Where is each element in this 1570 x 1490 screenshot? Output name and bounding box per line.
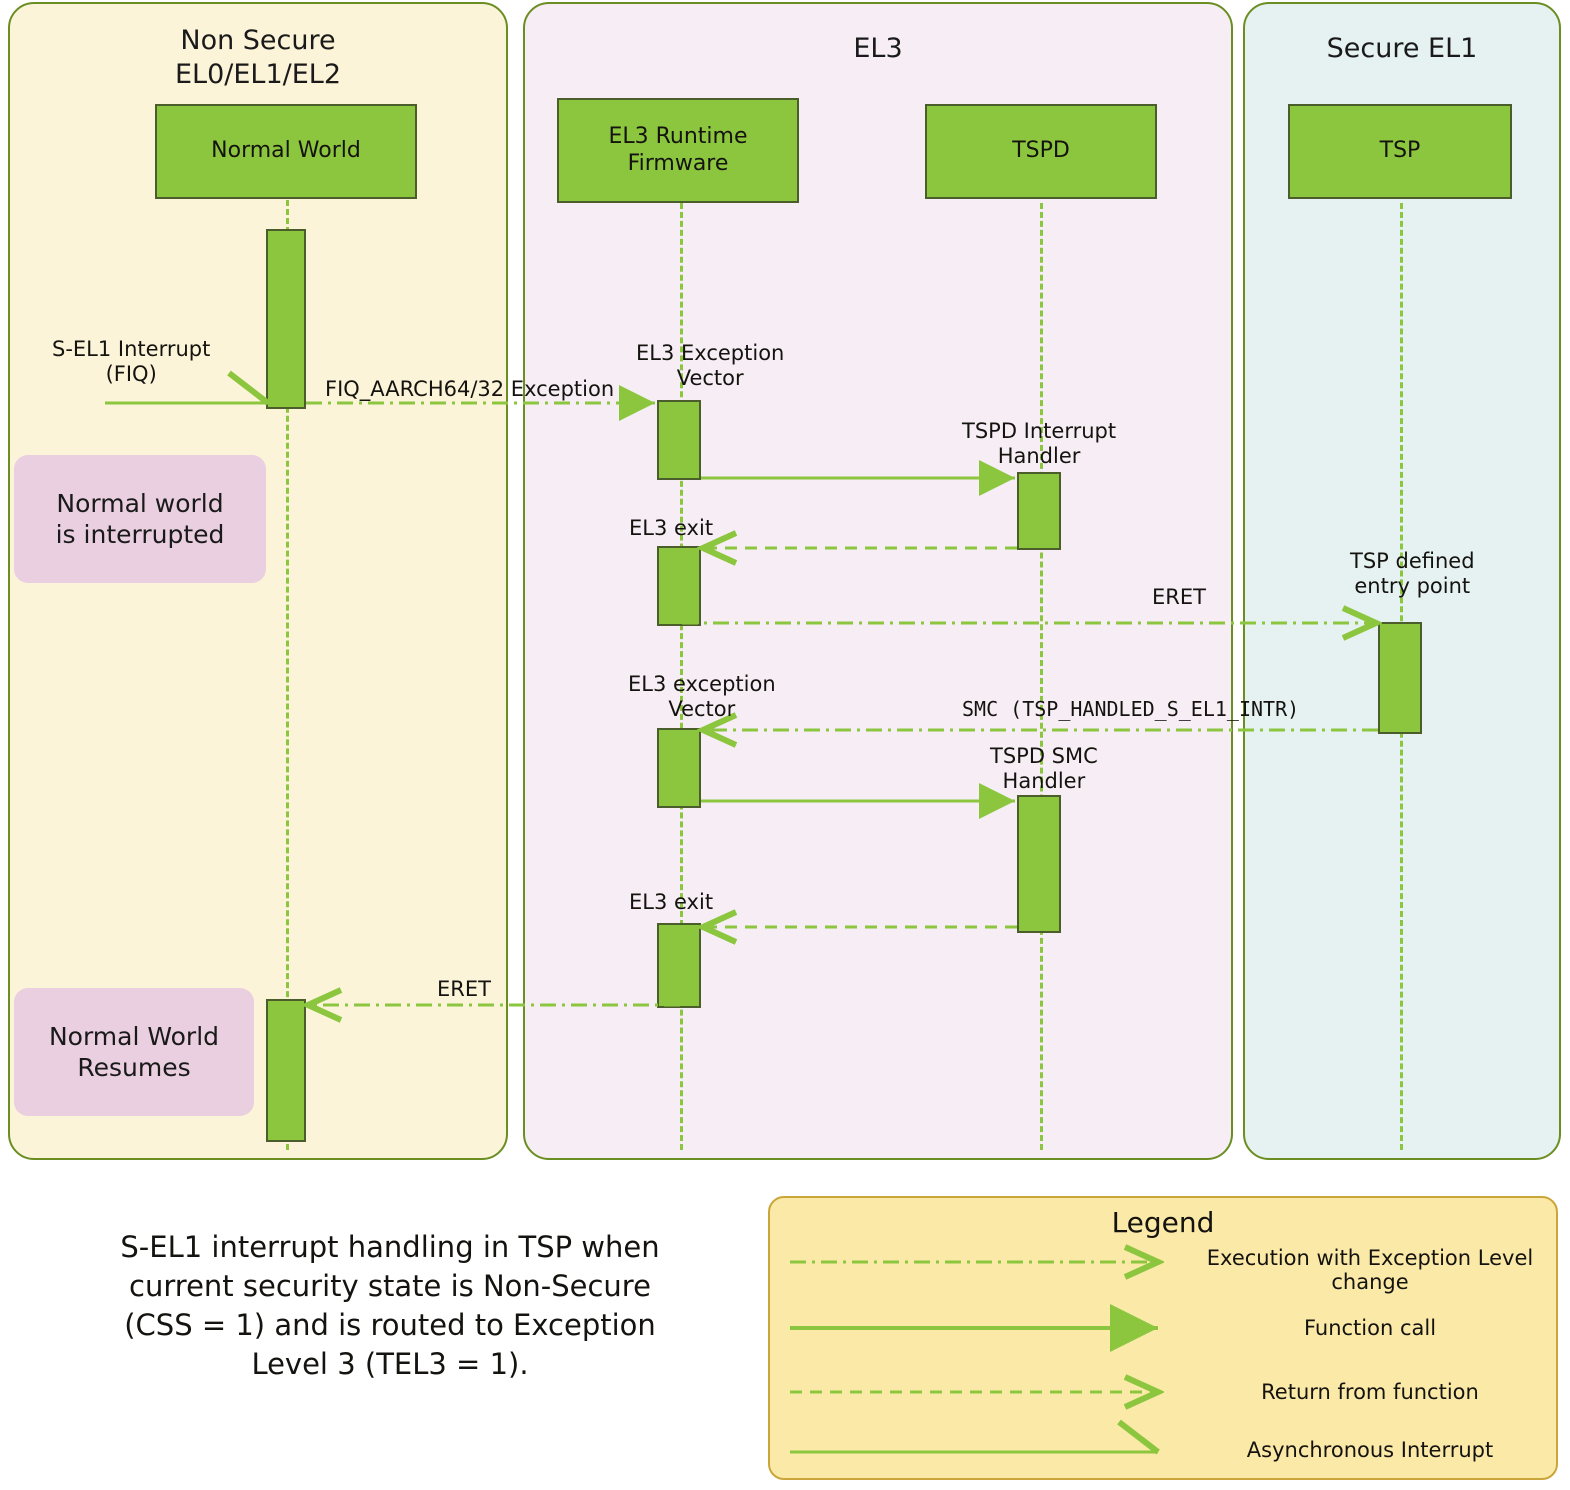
label-tspd-smc-handler-l1: TSPD SMC [990,744,1098,768]
lane-title-el3: EL3 [853,33,903,64]
legend-arrow-art [790,1242,1190,1482]
note-resumes-l2: Resumes [77,1053,191,1082]
label-tspd-interrupt-handler-l2: Handler [997,444,1081,469]
label-smc-handled: SMC (TSP_HANDLED_S_EL1_INTR) [962,697,1300,721]
diagram-caption [40,1228,740,1385]
actor-tsp [1288,104,1512,199]
actor-el3-runtime-firmware [557,98,799,203]
actor-label-el3-runtime-firmware-l1: EL3 Runtime [608,124,748,150]
label-tspd-interrupt-handler-l1: TSPD Interrupt [962,419,1117,443]
label-tsp-entry-point-l2: entry point [1354,574,1471,599]
legend-label-function-call [1190,1316,1550,1340]
label-el3-exit-1: EL3 exit [629,516,714,540]
legend-label-execution-el-change [1190,1246,1550,1294]
legend-label-0-l2: change [1331,1270,1409,1295]
actor-tspd [925,104,1157,199]
label-el3-exception-vector-2 [628,672,776,722]
label-el3-exception-vector-1-l2: Vector [676,366,744,391]
label-tsp-entry-point-l1: TSP defined [1350,549,1475,573]
activation-tsp-entry [1378,622,1422,734]
label-tsp-entry-point [1350,549,1475,599]
label-el3-exception-vector-2-l1: EL3 exception [628,672,776,696]
activation-el3-exit-1 [657,546,701,626]
lifeline-tspd [1040,203,1043,1150]
activation-normal-world-1 [266,229,306,409]
legend-label-3-l1: Asynchronous Interrupt [1246,1438,1494,1462]
label-tspd-smc-handler [990,744,1098,794]
caption-line-3: (CSS = 1) and is routed to Exception [124,1308,656,1343]
activation-normal-world-2 [266,999,306,1142]
actor-normal-world [155,104,417,199]
actor-label-normal-world: Normal World [211,138,361,164]
legend [768,1196,1558,1480]
label-fiq-exception: FIQ_AARCH64/32 Exception [325,377,615,401]
label-tspd-interrupt-handler [962,419,1116,469]
label-s-el1-interrupt-l1: S-EL1 Interrupt [52,337,211,361]
activation-tspd-interrupt-handler [1017,472,1061,550]
lane-title-line1: Non Secure [180,25,336,56]
lane-title-secure-el1: Secure EL1 [1326,33,1478,64]
lane-title-non-secure [10,24,506,92]
note-normal-world-interrupted [14,455,266,583]
label-eret-2: ERET [437,977,491,1001]
label-el3-exit-2: EL3 exit [629,890,714,914]
label-eret-1: ERET [1152,585,1206,609]
legend-label-return-from-function [1190,1380,1550,1404]
note-resumes-l1: Normal World [48,1021,220,1051]
activation-tspd-smc-handler [1017,795,1061,933]
label-s-el1-interrupt-l2: (FIQ) [105,362,157,387]
activation-el3-vector-1 [657,400,701,480]
label-s-el1-interrupt [52,337,210,387]
caption-line-1: S-EL1 interrupt handling in TSP when [120,1230,660,1264]
legend-label-asynchronous-interrupt [1190,1438,1550,1462]
label-el3-exception-vector-2-l2: Vector [668,697,736,722]
actor-label-tsp: TSP [1379,138,1421,164]
lane-title-line2: EL0/EL1/EL2 [174,58,342,90]
legend-title: Legend [1111,1206,1215,1239]
legend-label-0-l1: Execution with Exception Level [1206,1246,1534,1270]
activation-el3-exit-2 [657,923,701,1008]
label-el3-exception-vector-1-l1: EL3 Exception [636,341,785,365]
legend-label-1-l1: Function call [1303,1316,1437,1340]
actor-label-tspd: TSPD [1012,138,1070,164]
note-interrupted-l1: Normal world [56,488,224,518]
activation-el3-vector-2 [657,728,701,808]
caption-line-2: current security state is Non-Secure [129,1269,651,1304]
note-interrupted-l2: is interrupted [55,520,225,549]
legend-label-2-l1: Return from function [1261,1380,1479,1404]
label-tspd-smc-handler-l2: Handler [1002,769,1086,794]
label-el3-exception-vector-1 [636,341,784,391]
note-normal-world-resumes [14,988,254,1116]
caption-line-4: Level 3 (TEL3 = 1). [251,1347,529,1382]
actor-label-el3-runtime-firmware-l2: Firmware [627,150,729,176]
